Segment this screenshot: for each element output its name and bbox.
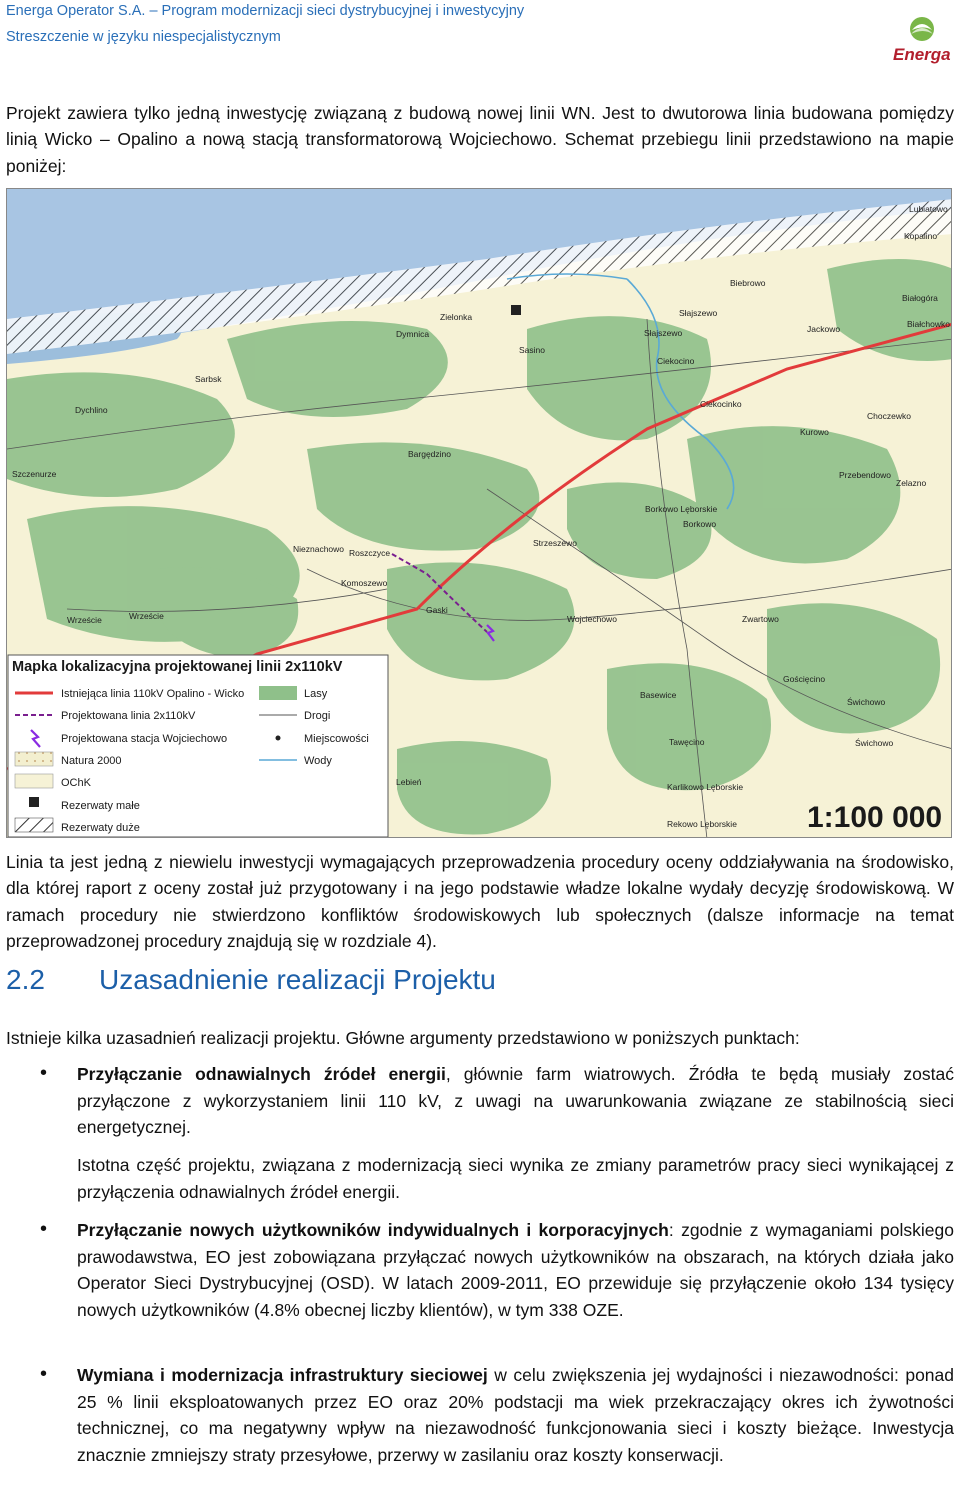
map-scale: 1:100 000 bbox=[807, 801, 943, 834]
energa-logo-icon bbox=[880, 8, 960, 68]
place-label: Komoszewo bbox=[341, 578, 388, 588]
place-label: Świchowo bbox=[855, 738, 894, 748]
place-label: Białchowko bbox=[907, 319, 950, 329]
place-label: Nieznachowo bbox=[293, 544, 345, 554]
place-label: Zielonka bbox=[440, 312, 473, 322]
legend-title: Mapka lokalizacyjna projektowanej linii 2x110kV bbox=[12, 659, 343, 675]
place-label: Słajszewo bbox=[679, 308, 718, 318]
bullet-title: Wymiana i modernizacja infrastruktury sieciowej bbox=[77, 1365, 488, 1385]
legend-item: Projektowana stacja Wojciechowo bbox=[61, 733, 228, 745]
place-label: Borkowo Lęborskie bbox=[645, 504, 718, 514]
place-label: Szczenurze bbox=[12, 469, 57, 479]
intro-paragraph: Projekt zawiera tylko jedną inwestycję związaną z budową nowej linii WN. Jest to dwutorowa linia budowana pomiędzy linią Wicko – Opalino a nową stacją transformatorową Wojciechowo. Schemat przebiegu linii przedstawiono na mapie poniżej: bbox=[6, 103, 954, 176]
place-label: Lubiatowo bbox=[909, 204, 948, 214]
place-label: Wojciechowo bbox=[567, 614, 617, 624]
bullet-item-modernization: Wymiana i modernizacja infrastruktury sieciowej w celu zwiększenia jej wydajności i niezawodności: ponad 25 % linii eksploatowanych przez EO oraz 20% podstacji ma wiek przekraczający okres ich żywotności technicznej, co ma negatywny wpływ na niezawodność funkcjonowania sieci i koszty bieżące. Inwestycja znacznie zmniejszy straty przesyłowe, przerwy w zasilaniu oraz koszty konserwacji. bbox=[77, 1365, 954, 1465]
place-label: Zwartowo bbox=[742, 614, 779, 624]
bullet-icon: • bbox=[40, 1363, 48, 1385]
place-label: Dymnica bbox=[396, 329, 430, 339]
place-label: Sarbsk bbox=[195, 374, 222, 384]
bullet-title: Przyłączanie nowych użytkowników indywidualnych i korporacyjnych bbox=[77, 1220, 669, 1240]
place-label: Lebień bbox=[396, 777, 422, 787]
logo-text: Energa bbox=[893, 45, 951, 64]
bullet-item-renewables: Przyłączanie odnawialnych źródeł energii, głównie farm wiatrowych. Źródła te będą musiały zostać przyłączone z wykorzystaniem linii 110 kV, z uwagi na uwarunkowania związane ze stabilnością sieci energetycznej. bbox=[77, 1064, 954, 1137]
location-map bbox=[6, 188, 952, 838]
place-label: Strzeszewo bbox=[533, 538, 577, 548]
legend-symbol-ochk bbox=[15, 774, 53, 788]
place-label: Gościęcino bbox=[783, 674, 826, 684]
bullet-icon: • bbox=[40, 1062, 48, 1084]
place-label: Kurowo bbox=[800, 427, 829, 437]
reserve-small-icon bbox=[29, 797, 39, 807]
legend-item: Rezerwaty duże bbox=[61, 822, 140, 834]
place-label: Basewice bbox=[640, 690, 677, 700]
place-label: Białogóra bbox=[902, 293, 938, 303]
legend-item: Drogi bbox=[304, 710, 331, 722]
legend-item: Lasy bbox=[304, 688, 328, 700]
place-label: Sasino bbox=[519, 345, 545, 355]
section-heading bbox=[6, 964, 496, 996]
place-label: Kopalino bbox=[904, 231, 938, 241]
place-label: Karlikowo Lęborskie bbox=[667, 782, 744, 792]
place-label: Ciekocino bbox=[657, 356, 695, 366]
section-title: Uzasadnienie realizacji Projektu bbox=[99, 964, 496, 995]
header-title: Energa Operator S.A. – Program modernizacji sieci dystrybucyjnej i inwestycyjny bbox=[6, 3, 525, 19]
bullet-icon: • bbox=[40, 1218, 48, 1240]
place-label: Ciekocinko bbox=[700, 399, 742, 409]
place-label: Przebendowo bbox=[839, 470, 891, 480]
section-number: 2.2 bbox=[6, 964, 45, 995]
place-label: Wrzeście bbox=[129, 611, 164, 621]
bullet-title: Przyłączanie odnawialnych źródeł energii bbox=[77, 1064, 446, 1084]
legend-item: OChK bbox=[61, 777, 91, 789]
place-label: Zelazno bbox=[896, 478, 927, 488]
legend-symbol-natura bbox=[15, 752, 53, 766]
legend-item: Rezerwaty małe bbox=[61, 800, 140, 812]
legend-item: Projektowana linia 2x110kV bbox=[61, 710, 196, 722]
place-label: Roszczyce bbox=[349, 548, 391, 558]
legend-item: Istniejąca linia 110kV Opalino - Wicko bbox=[61, 688, 245, 700]
energa-logo bbox=[880, 8, 960, 68]
place-label: Wrzeście bbox=[67, 615, 102, 625]
bullet-item-renewables-extra: Istotna część projektu, związana z modernizacją sieci wynika ze zmiany parametrów pracy sieci wynikającej z przyłączenia odnawialnych źródeł energii. bbox=[77, 1155, 954, 1202]
environment-paragraph: Linia ta jest jedną z niewielu inwestycji wymagających przeprowadzenia procedury oceny oddziaływania na środowisko, dla której raport z oceny został już przygotowany i na jego podstawie władze lokalne wydały decyzję środowiskową. W ramach procedury nie stwierdzono konfliktów środowiskowych lub społecznych (dalsze informacje na temat przeprowadzonej procedury znajdują się w rozdziale 4). bbox=[6, 852, 954, 951]
legend-item: Natura 2000 bbox=[61, 755, 122, 767]
place-label: Borkowo bbox=[683, 519, 717, 529]
map-legend bbox=[8, 655, 388, 837]
legend-item: Miejscowości bbox=[304, 733, 369, 745]
legend-symbol-place bbox=[276, 736, 281, 741]
legend-symbol-reserve-large bbox=[15, 818, 53, 832]
place-label: Świchowo bbox=[847, 697, 886, 707]
place-label: Biebrowo bbox=[730, 278, 766, 288]
legend-item: Wody bbox=[304, 755, 332, 767]
legend-symbol-forest bbox=[259, 686, 297, 700]
header-subtitle: Streszczenie w języku niespecjalistycznym bbox=[6, 29, 281, 45]
place-label: Rekowo Lęborskie bbox=[667, 819, 737, 829]
place-label: Dychlino bbox=[75, 405, 108, 415]
bullet-item-new-users: Przyłączanie nowych użytkowników indywidualnych i korporacyjnych: zgodnie z wymaganiami polskiego prawodawstwa, EO jest zobowiązana przyłączać nowych użytkowników na obszarach, na których działa jako Operator Sieci Dystrybucyjnej (OSD). W latach 2009-2011, EO przewiduje się przyłączenie około 134 tysięcy nowych użytkowników (4.8% obecnej liczby klientów), w tym 338 OZE. bbox=[77, 1220, 955, 1320]
map-figure bbox=[7, 189, 952, 838]
reasons-intro: Istnieje kilka uzasadnień realizacji projektu. Główne argumenty przedstawiono w poniższych punktach: bbox=[6, 1028, 800, 1048]
place-label: Tawęcino bbox=[669, 737, 705, 747]
place-label: Słajszewo bbox=[644, 328, 683, 338]
place-label: Gaski bbox=[426, 605, 448, 615]
place-label: Bargędzino bbox=[408, 449, 452, 459]
place-label: Choczewko bbox=[867, 411, 911, 421]
place-label: Jackowo bbox=[807, 324, 841, 334]
